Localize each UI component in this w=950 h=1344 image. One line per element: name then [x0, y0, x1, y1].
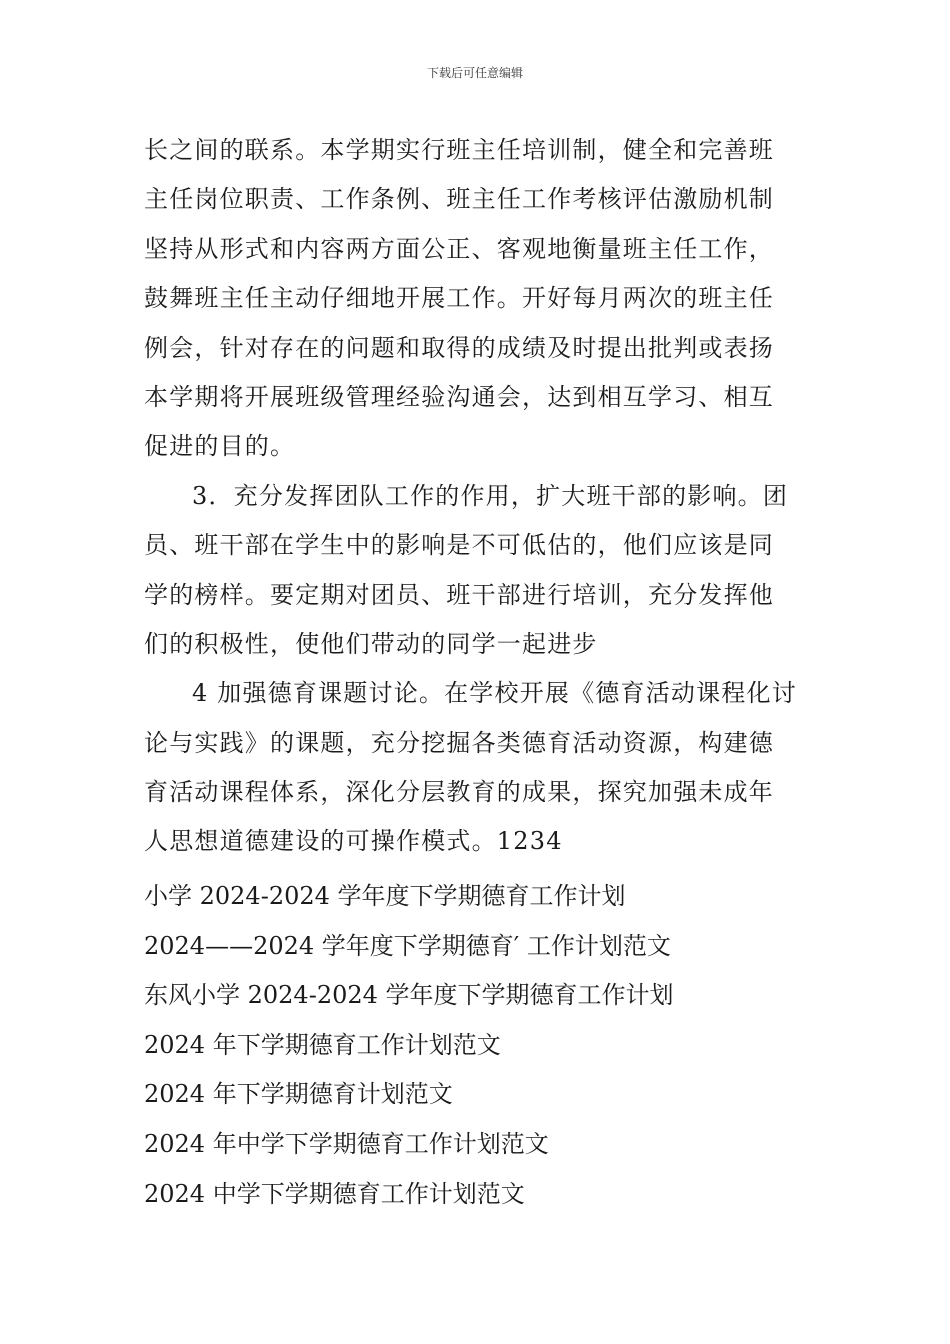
- text-line: 论与实践》的课题，充分挖掘各类德育活动资源，构建德: [144, 728, 774, 757]
- related-link[interactable]: 2024 年中学下学期德育工作计划范文: [144, 1129, 549, 1158]
- text-line: 们的积极性，使他们带动的同学一起进步: [144, 629, 598, 658]
- related-links-list: [144, 872, 808, 1219]
- paragraph-moral-research: [144, 669, 808, 867]
- text-line: 3．充分发挥团队工作的作用，扩大班干部的影响。团: [192, 481, 789, 510]
- related-link[interactable]: 小学 2024-2024 学年度下学期德育工作计划: [144, 882, 626, 910]
- text-line: 本学期将开展班级管理经验沟通会，达到相互学习、相互: [144, 382, 774, 411]
- related-link[interactable]: 2024 年下学期德育工作计划范文: [144, 1030, 501, 1059]
- text-line: 坚持从形式和内容两方面公正、客观地衡量班主任工作，: [144, 234, 774, 263]
- page-header: 下载后可任意编辑: [426, 66, 523, 80]
- paragraph-class-teacher: [144, 126, 808, 472]
- related-link[interactable]: 东风小学 2024-2024 学年度下学期德育工作计划: [144, 981, 674, 1010]
- text-line: 学的榜样。要定期对团员、班干部进行培训，充分发挥他: [144, 580, 774, 609]
- related-link[interactable]: 2024——2024 学年度下学期德育′ 工作计划范文: [144, 931, 671, 960]
- text-line: 育活动课程体系，深化分层教育的成果，探究加强未成年: [144, 778, 774, 807]
- text-line: 员、班干部在学生中的影响是不可低估的，他们应该是同: [144, 531, 774, 560]
- text-line: 人思想道德建设的可操作模式。1234: [144, 827, 563, 856]
- text-line: 4 加强德育课题讨论。在学校开展《德育活动课程化讨: [192, 679, 797, 708]
- related-link[interactable]: 2024 年下学期德育计划范文: [144, 1080, 453, 1109]
- related-link[interactable]: 2024 中学下学期德育工作计划范文: [144, 1179, 525, 1208]
- text-line: 鼓舞班主任主动仔细地开展工作。开好每月两次的班主任: [144, 284, 774, 313]
- paragraph-team-work: [144, 472, 808, 670]
- text-line: 促进的目的。: [144, 432, 296, 461]
- document-body: [144, 126, 808, 867]
- text-line: 主任岗位职责、工作条例、班主任工作考核评估激励机制: [144, 185, 774, 214]
- text-line: 例会，针对存在的问题和取得的成绩及时提出批判或表扬: [144, 333, 774, 362]
- text-line: 长之间的联系。本学期实行班主任培训制，健全和完善班: [144, 136, 774, 164]
